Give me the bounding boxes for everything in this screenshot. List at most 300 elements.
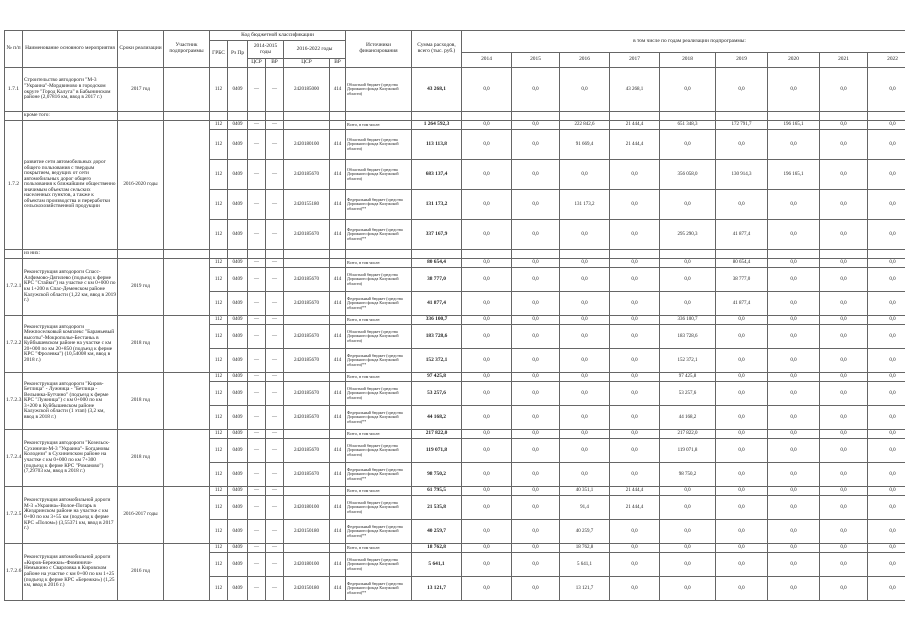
source-cell: Федеральный бюджет (средства Дорожного фонда Калужской области)** [346, 292, 412, 316]
row-number [5, 112, 23, 121]
csr-2014-cell: — [248, 316, 266, 325]
year-value-cell: 41 877,4 [716, 292, 768, 316]
source-cell: Областной бюджет (средства Дорожного фонда Калужской области) [346, 268, 412, 292]
empty-cell [610, 250, 660, 259]
year-value-cell: 0,0 [462, 292, 512, 316]
header-csr: ЦСР [284, 59, 330, 68]
year-value-cell: 0,0 [610, 439, 660, 463]
sum-cell: 1 264 592,3 [412, 121, 462, 130]
vr-cell [330, 259, 346, 268]
year-value-cell: 0,0 [820, 430, 868, 439]
year-value-cell: 0,0 [462, 430, 512, 439]
source-cell: Областной бюджет (средства Дорожного фонда Калужской области) [346, 382, 412, 406]
csr-2014-cell: — [248, 68, 266, 112]
year-value-cell: 0,0 [660, 487, 716, 496]
vr-2014-cell: — [266, 268, 284, 292]
empty-cell [512, 112, 560, 121]
empty-cell [284, 112, 330, 121]
year-value-cell: 0,0 [868, 430, 905, 439]
row-number: 1.7.1 [5, 68, 23, 112]
empty-cell [412, 250, 462, 259]
year-value-cell: 21 444,4 [610, 121, 660, 130]
table-row [5, 316, 905, 325]
sum-cell: 113 113,8 [412, 130, 462, 160]
year-value-cell: 0,0 [820, 349, 868, 373]
year-value-cell: 0,0 [512, 463, 560, 487]
year-value-cell: 0,0 [560, 325, 610, 349]
year-value-cell: 0,0 [820, 160, 868, 190]
grbs-cell: 112 [210, 190, 228, 220]
source-cell: Областной бюджет (средства Дорожного фонда Калужской области) [346, 130, 412, 160]
year-value-cell: 5 641,1 [560, 553, 610, 577]
year-value-cell: 0,0 [660, 496, 716, 520]
year-value-cell: 0,0 [560, 316, 610, 325]
csr-2014-cell: — [248, 373, 266, 382]
header-year-2014: 2014 [462, 53, 512, 68]
row-name: Реконструкция автодороги "Киров-Бетлица" - Лужница - "Бетлица - Вельинка-Бутчино" (подъезд к ферме КРС "Лужница") с км 0+000 по км 3+200 в Куйбышевском районе Калужской области (1 этап) (3,2 км, ввод в 2018 г.) [23, 373, 118, 430]
year-value-cell: 0,0 [660, 130, 716, 160]
year-value-cell: 0,0 [868, 373, 905, 382]
year-value-cell: 0,0 [768, 292, 820, 316]
year-value-cell: 0,0 [820, 463, 868, 487]
year-value-cell: 0,0 [768, 496, 820, 520]
header-2014-2015: 2014-2015 годы [248, 41, 284, 59]
sum-cell: 18 762,8 [412, 544, 462, 553]
csr-cell: 2420185670 [284, 463, 330, 487]
vr-2014-cell: — [266, 373, 284, 382]
csr-cell: 2420185670 [284, 406, 330, 430]
year-value-cell: 0,0 [610, 220, 660, 250]
row-name: Реконструкция автодороги Межпоселковый комплекс "Бараньевый высоты"-Мокрополье-Бестаньь в Куйбышевском районе на участке с км 20+000 по км 20+850 (подъезд к ферме КРС "Фролевка") (10,54008 км, ввод в 2018 г.) [23, 316, 118, 373]
row-name: Реконструкция автомобильной дороги «Киров-Бережки»-Фоминичи-Немыкино с Сварловка в Кировском районе на участке с км 0+00 по км 1+25 (подъезд к ферме КРС «Бережки») (1,25 км, ввод в 2016 г.) [23, 544, 118, 601]
year-value-cell: 0,0 [868, 439, 905, 463]
csr-2014-cell: — [248, 487, 266, 496]
year-value-cell: 0,0 [610, 349, 660, 373]
header-code-group: Код бюджетной классификации [210, 31, 346, 41]
row-number: 1.7.2.5 [5, 487, 23, 544]
year-value-cell: 0,0 [610, 553, 660, 577]
source-cell: Областной бюджет (средства Дорожного фонда Калужской области) [346, 325, 412, 349]
year-value-cell: 53 257,6 [660, 382, 716, 406]
grbs-cell: 112 [210, 130, 228, 160]
year-value-cell: 0,0 [512, 487, 560, 496]
year-value-cell: 0,0 [716, 406, 768, 430]
empty-cell [660, 112, 716, 121]
empty-cell [284, 250, 330, 259]
year-value-cell: 0,0 [768, 259, 820, 268]
row-participant [164, 544, 210, 601]
year-value-cell: 0,0 [820, 487, 868, 496]
empty-cell [716, 250, 768, 259]
year-value-cell: 0,0 [610, 190, 660, 220]
sum-cell: 131 173,2 [412, 190, 462, 220]
vr-2014-cell: — [266, 130, 284, 160]
year-value-cell: 0,0 [716, 487, 768, 496]
table-row [5, 487, 905, 496]
year-value-cell: 0,0 [820, 130, 868, 160]
year-value-cell: 130 914,3 [716, 160, 768, 190]
sum-cell: 5 641,1 [412, 553, 462, 577]
year-value-cell: 0,0 [768, 553, 820, 577]
year-value-cell: 0,0 [462, 553, 512, 577]
year-value-cell: 0,0 [716, 430, 768, 439]
row-period: 2018 год [118, 430, 164, 487]
grbs-cell: 112 [210, 268, 228, 292]
grbs-cell: 112 [210, 487, 228, 496]
empty-cell [868, 250, 905, 259]
vr-2014-cell: — [266, 349, 284, 373]
year-value-cell: 0,0 [868, 121, 905, 130]
year-value-cell: 0,0 [660, 268, 716, 292]
rzpr-cell: 0409 [228, 496, 248, 520]
row-number: 1.7.2.2 [5, 316, 23, 373]
grbs-cell: 112 [210, 68, 228, 112]
grbs-cell: 112 [210, 121, 228, 130]
year-value-cell: 0,0 [512, 520, 560, 544]
year-value-cell: 0,0 [716, 577, 768, 601]
vr-2014-cell: — [266, 487, 284, 496]
csr-cell [284, 121, 330, 130]
grbs-cell: 112 [210, 220, 228, 250]
year-value-cell: 0,0 [462, 316, 512, 325]
year-value-cell: 0,0 [560, 160, 610, 190]
grbs-cell: 112 [210, 430, 228, 439]
empty-cell [266, 112, 284, 121]
year-value-cell: 0,0 [512, 121, 560, 130]
year-value-cell: 0,0 [716, 463, 768, 487]
year-value-cell: 0,0 [868, 68, 905, 112]
rzpr-cell: 0409 [228, 259, 248, 268]
csr-2014-cell: — [248, 496, 266, 520]
year-value-cell: 0,0 [768, 520, 820, 544]
sum-cell: 41 877,4 [412, 292, 462, 316]
sum-cell: 38 777,0 [412, 268, 462, 292]
source-cell: Всего, в том числе: [346, 121, 412, 130]
sum-cell: 98 750,2 [412, 463, 462, 487]
row-period: 2016-2017 годы [118, 487, 164, 544]
sum-cell: 53 257,6 [412, 382, 462, 406]
year-value-cell: 0,0 [560, 463, 610, 487]
row-participant [164, 259, 210, 316]
row-number [5, 250, 23, 259]
empty-cell [560, 112, 610, 121]
sum-cell: 152 372,1 [412, 349, 462, 373]
year-value-cell: 0,0 [768, 68, 820, 112]
empty-cell [820, 250, 868, 259]
csr-cell: 2420185670 [284, 160, 330, 190]
year-value-cell: 0,0 [868, 382, 905, 406]
csr-cell: 2420185670 [284, 268, 330, 292]
csr-2014-cell: — [248, 382, 266, 406]
vr-2014-cell: — [266, 382, 284, 406]
rzpr-cell: 0409 [228, 292, 248, 316]
vr-cell: 414 [330, 382, 346, 406]
source-cell: Всего, в том числе: [346, 544, 412, 553]
year-value-cell: 38 777,0 [716, 268, 768, 292]
vr-2014-cell: — [266, 259, 284, 268]
source-cell: Всего, в том числе: [346, 487, 412, 496]
header-year-2019: 2019 [716, 53, 768, 68]
source-cell: Всего, в том числе: [346, 259, 412, 268]
year-value-cell: 0,0 [560, 349, 610, 373]
row-name: Реконструкция автомобильной дороги М-3 «Украина»-Волое-Погарь в Жиздринском районе на участке с км 0+00 по км 3+55 км (подъезд к ферме КРС «Полом») (3,55371 км, ввод в 2017 г.) [23, 487, 118, 544]
section-label: из них: [23, 250, 118, 259]
row-participant [164, 487, 210, 544]
empty-cell [266, 250, 284, 259]
year-value-cell: 0,0 [820, 121, 868, 130]
year-value-cell: 0,0 [462, 190, 512, 220]
csr-2014-cell: — [248, 130, 266, 160]
header-by-years: в том числе по годам реализации подпрограммы: [462, 31, 905, 53]
grbs-cell: 112 [210, 463, 228, 487]
vr-cell [330, 430, 346, 439]
year-value-cell: 0,0 [512, 160, 560, 190]
sum-cell: 43 268,1 [412, 68, 462, 112]
year-value-cell: 0,0 [716, 520, 768, 544]
rzpr-cell: 0409 [228, 130, 248, 160]
vr-2014-cell: — [266, 325, 284, 349]
grbs-cell: 112 [210, 520, 228, 544]
year-value-cell: 0,0 [462, 439, 512, 463]
year-value-cell: 0,0 [512, 430, 560, 439]
vr-2014-cell: — [266, 430, 284, 439]
table-row [5, 430, 905, 439]
budget-table [4, 30, 905, 601]
year-value-cell: 0,0 [462, 496, 512, 520]
year-value-cell: 152 372,1 [660, 349, 716, 373]
year-value-cell: 0,0 [868, 220, 905, 250]
year-value-cell: 0,0 [512, 292, 560, 316]
header-name: Наименование основного мероприятия [23, 31, 118, 68]
rzpr-cell: 0409 [228, 544, 248, 553]
year-value-cell: 0,0 [512, 349, 560, 373]
year-value-cell: 0,0 [512, 268, 560, 292]
vr-2014-cell: — [266, 406, 284, 430]
grbs-cell: 112 [210, 553, 228, 577]
year-value-cell: 0,0 [868, 496, 905, 520]
year-value-cell: 21 444,4 [610, 487, 660, 496]
year-value-cell: 196 165,1 [768, 121, 820, 130]
empty-cell [462, 250, 512, 259]
header-source: Источники финансирования [346, 31, 412, 68]
table-row [5, 373, 905, 382]
vr-cell: 414 [330, 439, 346, 463]
year-value-cell: 0,0 [512, 496, 560, 520]
year-value-cell: 217 822,0 [660, 430, 716, 439]
csr-2014-cell: — [248, 349, 266, 373]
csr-2014-cell: — [248, 553, 266, 577]
csr-cell: 2420185670 [284, 439, 330, 463]
year-value-cell: 0,0 [868, 577, 905, 601]
year-value-cell: 0,0 [560, 373, 610, 382]
year-value-cell: 0,0 [560, 68, 610, 112]
row-participant [164, 430, 210, 487]
year-value-cell: 0,0 [512, 577, 560, 601]
csr-2014-cell: — [248, 190, 266, 220]
header-participant: Участник подпрограммы [164, 31, 210, 68]
csr-cell [284, 544, 330, 553]
header-vr: ВР [330, 59, 346, 68]
header-grbs: ГРБС [210, 41, 228, 68]
source-cell: Всего, в том числе: [346, 316, 412, 325]
vr-cell: 414 [330, 130, 346, 160]
year-value-cell: 0,0 [512, 259, 560, 268]
csr-2014-cell: — [248, 544, 266, 553]
year-value-cell: 336 100,7 [660, 316, 716, 325]
empty-cell [346, 250, 412, 259]
rzpr-cell: 0409 [228, 325, 248, 349]
year-value-cell: 295 290,3 [660, 220, 716, 250]
grbs-cell: 112 [210, 406, 228, 430]
rzpr-cell: 0409 [228, 268, 248, 292]
year-value-cell: 0,0 [462, 160, 512, 190]
empty-cell [660, 250, 716, 259]
year-value-cell: 0,0 [462, 349, 512, 373]
year-value-cell: 0,0 [660, 520, 716, 544]
csr-2014-cell: — [248, 430, 266, 439]
grbs-cell: 112 [210, 382, 228, 406]
vr-2014-cell: — [266, 190, 284, 220]
row-period: 2016-2020 годы [118, 121, 164, 250]
year-value-cell: 18 762,8 [560, 544, 610, 553]
year-value-cell: 0,0 [610, 463, 660, 487]
csr-cell: 2420185000 [284, 68, 330, 112]
csr-2014-cell: — [248, 292, 266, 316]
vr-2014-cell: — [266, 544, 284, 553]
rzpr-cell: 0409 [228, 373, 248, 382]
row-period: 2018 год [118, 373, 164, 430]
empty-cell [248, 250, 266, 259]
sum-cell: 683 137,4 [412, 160, 462, 190]
year-value-cell: 98 750,2 [660, 463, 716, 487]
source-cell: Федеральный бюджет (средства Дорожного фонда Калужской области)** [346, 190, 412, 220]
year-value-cell: 21 444,4 [610, 496, 660, 520]
vr-cell: 414 [330, 520, 346, 544]
year-value-cell: 0,0 [820, 292, 868, 316]
vr-2014-cell: — [266, 577, 284, 601]
header-year-2016: 2016 [560, 53, 610, 68]
year-value-cell: 0,0 [462, 268, 512, 292]
header-2016-2022: 2016-2022 годы [284, 41, 346, 59]
grbs-cell: 112 [210, 316, 228, 325]
rzpr-cell: 0409 [228, 577, 248, 601]
row-name: Строительство автодороги "М-3 "Украина"-Мордвиново в городском округе "Город Калуга" в Бабынинском районе (2,07816 км, ввод в 2017 г.) [23, 68, 118, 112]
year-value-cell: 0,0 [462, 544, 512, 553]
year-value-cell: 43 268,1 [610, 68, 660, 112]
empty-cell [768, 112, 820, 121]
year-value-cell: 0,0 [716, 544, 768, 553]
year-value-cell: 0,0 [462, 130, 512, 160]
vr-cell: 414 [330, 349, 346, 373]
vr-2014-cell: — [266, 316, 284, 325]
empty-cell [412, 112, 462, 121]
header-year-2015: 2015 [512, 53, 560, 68]
year-value-cell: 40 259,7 [560, 520, 610, 544]
rzpr-cell: 0409 [228, 520, 248, 544]
vr-cell: 414 [330, 220, 346, 250]
year-value-cell: 0,0 [868, 544, 905, 553]
sum-cell: 44 168,2 [412, 406, 462, 430]
rzpr-cell: 0409 [228, 121, 248, 130]
year-value-cell: 0,0 [660, 68, 716, 112]
sum-cell: 336 100,7 [412, 316, 462, 325]
year-value-cell: 0,0 [820, 316, 868, 325]
rzpr-cell: 0409 [228, 190, 248, 220]
year-value-cell: 0,0 [768, 463, 820, 487]
header-year-2020: 2020 [768, 53, 820, 68]
empty-cell [716, 112, 768, 121]
vr-2014-cell: — [266, 68, 284, 112]
grbs-cell: 112 [210, 373, 228, 382]
year-value-cell: 0,0 [512, 382, 560, 406]
rzpr-cell: 0409 [228, 553, 248, 577]
year-value-cell: 13 121,7 [560, 577, 610, 601]
empty-cell [210, 112, 228, 121]
row-number: 1.7.2.4 [5, 430, 23, 487]
vr-2014-cell: — [266, 121, 284, 130]
year-value-cell: 0,0 [716, 373, 768, 382]
year-value-cell: 0,0 [610, 268, 660, 292]
year-value-cell: 0,0 [610, 160, 660, 190]
vr-2014-cell: — [266, 292, 284, 316]
year-value-cell: 0,0 [716, 382, 768, 406]
csr-cell: 2420185670 [284, 382, 330, 406]
csr-2014-cell: — [248, 406, 266, 430]
year-value-cell: 0,0 [768, 487, 820, 496]
year-value-cell: 0,0 [868, 520, 905, 544]
year-value-cell: 0,0 [820, 259, 868, 268]
year-value-cell: 0,0 [560, 259, 610, 268]
year-value-cell: 0,0 [768, 430, 820, 439]
year-value-cell: 0,0 [768, 373, 820, 382]
empty-cell [330, 250, 346, 259]
year-value-cell: 0,0 [660, 544, 716, 553]
csr-2014-cell: — [248, 220, 266, 250]
rzpr-cell: 0409 [228, 316, 248, 325]
year-value-cell: 0,0 [560, 439, 610, 463]
sum-cell: 337 167,9 [412, 220, 462, 250]
header-year-2017: 2017 [610, 53, 660, 68]
grbs-cell: 112 [210, 439, 228, 463]
year-value-cell: 0,0 [820, 325, 868, 349]
vr-2014-cell: — [266, 520, 284, 544]
source-cell: Всего, в том числе: [346, 373, 412, 382]
year-value-cell: 0,0 [610, 577, 660, 601]
grbs-cell: 112 [210, 325, 228, 349]
sum-cell: 61 795,5 [412, 487, 462, 496]
year-value-cell: 0,0 [768, 130, 820, 160]
year-value-cell: 0,0 [512, 130, 560, 160]
header-year-2021: 2021 [820, 53, 868, 68]
year-value-cell: 0,0 [512, 316, 560, 325]
row-participant [164, 316, 210, 373]
sum-cell: 97 425,8 [412, 373, 462, 382]
vr-cell: 414 [330, 190, 346, 220]
year-value-cell: 0,0 [768, 406, 820, 430]
csr-2014-cell: — [248, 268, 266, 292]
rzpr-cell: 0409 [228, 406, 248, 430]
source-cell: Областной бюджет (средства Дорожного фонда Калужской области) [346, 439, 412, 463]
vr-cell [330, 121, 346, 130]
row-number: 1.7.2 [5, 121, 23, 250]
year-value-cell: 0,0 [660, 292, 716, 316]
year-value-cell: 0,0 [610, 325, 660, 349]
empty-cell [512, 250, 560, 259]
empty-cell [610, 112, 660, 121]
year-value-cell: 0,0 [820, 544, 868, 553]
year-value-cell: 0,0 [462, 121, 512, 130]
vr-cell: 414 [330, 268, 346, 292]
